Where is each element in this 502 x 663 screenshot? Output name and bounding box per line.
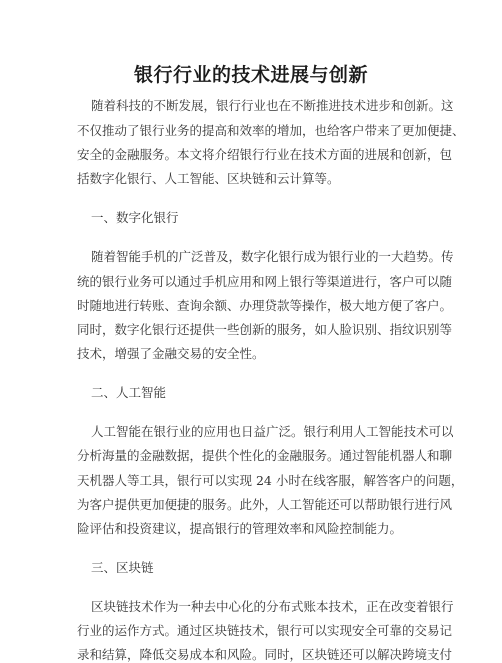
section2-line-1: 人工智能在银行业的应用也日益广泛。银行利用人工智能技术可以 bbox=[91, 424, 454, 439]
intro-line-1: 随着科技的不断发展，银行行业也在不断推进技术进步和创新。这 bbox=[91, 98, 454, 113]
section1-line-5: 技术，增强了金融交易的安全性。 bbox=[77, 346, 265, 361]
section1-line-3: 时随地进行转账、查询余额、办理贷款等操作，极大地方便了客户。 bbox=[77, 298, 453, 313]
section-heading-digital-banking: 一、数字化银行 bbox=[91, 210, 179, 225]
intro-line-3: 安全的金融服务。本文将介绍银行行业在技术方面的进展和创新，包 bbox=[77, 147, 453, 162]
section2-line-2: 分析海量的金融数据，提供个性化的金融服务。通过智能机器人和聊 bbox=[77, 448, 453, 463]
intro-line-2: 不仅推动了银行业务的提高和效率的增加，也给客户带来了更加便捷、 bbox=[77, 123, 465, 138]
section2-line-4: 为客户提供更加便捷的服务。此外，人工智能还可以帮助银行进行风 bbox=[77, 497, 453, 512]
section3-line-3: 录和结算，降低交易成本和风险。同时，区块链还可以解决跨境支付 bbox=[77, 647, 453, 662]
section-heading-ai: 二、人工智能 bbox=[91, 385, 167, 400]
section1-line-1: 随着智能手机的广泛普及，数字化银行成为银行业的一大趋势。传 bbox=[91, 249, 454, 264]
section1-line-2: 统的银行业务可以通过手机应用和网上银行等渠道进行，客户可以随 bbox=[77, 274, 453, 289]
section2-line-3: 天机器人等工具，银行可以实现 24 小时在线客服，解答客户的问题， bbox=[77, 473, 464, 488]
section3-line-2: 行业的运作方式。通过区块链技术，银行可以实现安全可靠的交易记 bbox=[77, 623, 453, 638]
section1-line-4: 同时，数字化银行还提供一些创新的服务，如人脸识别、指纹识别等 bbox=[77, 322, 453, 337]
section-heading-blockchain: 三、区块链 bbox=[91, 560, 154, 575]
intro-line-4: 括数字化银行、人工智能、区块链和云计算等。 bbox=[77, 171, 340, 186]
section2-line-5: 险评估和投资建议，提高银行的管理效率和风险控制能力。 bbox=[77, 521, 403, 536]
section3-line-1: 区块链技术作为一种去中心化的分布式账本技术，正在改变着银行 bbox=[91, 599, 454, 614]
document-title: 银行行业的技术进展与创新 bbox=[133, 64, 368, 86]
